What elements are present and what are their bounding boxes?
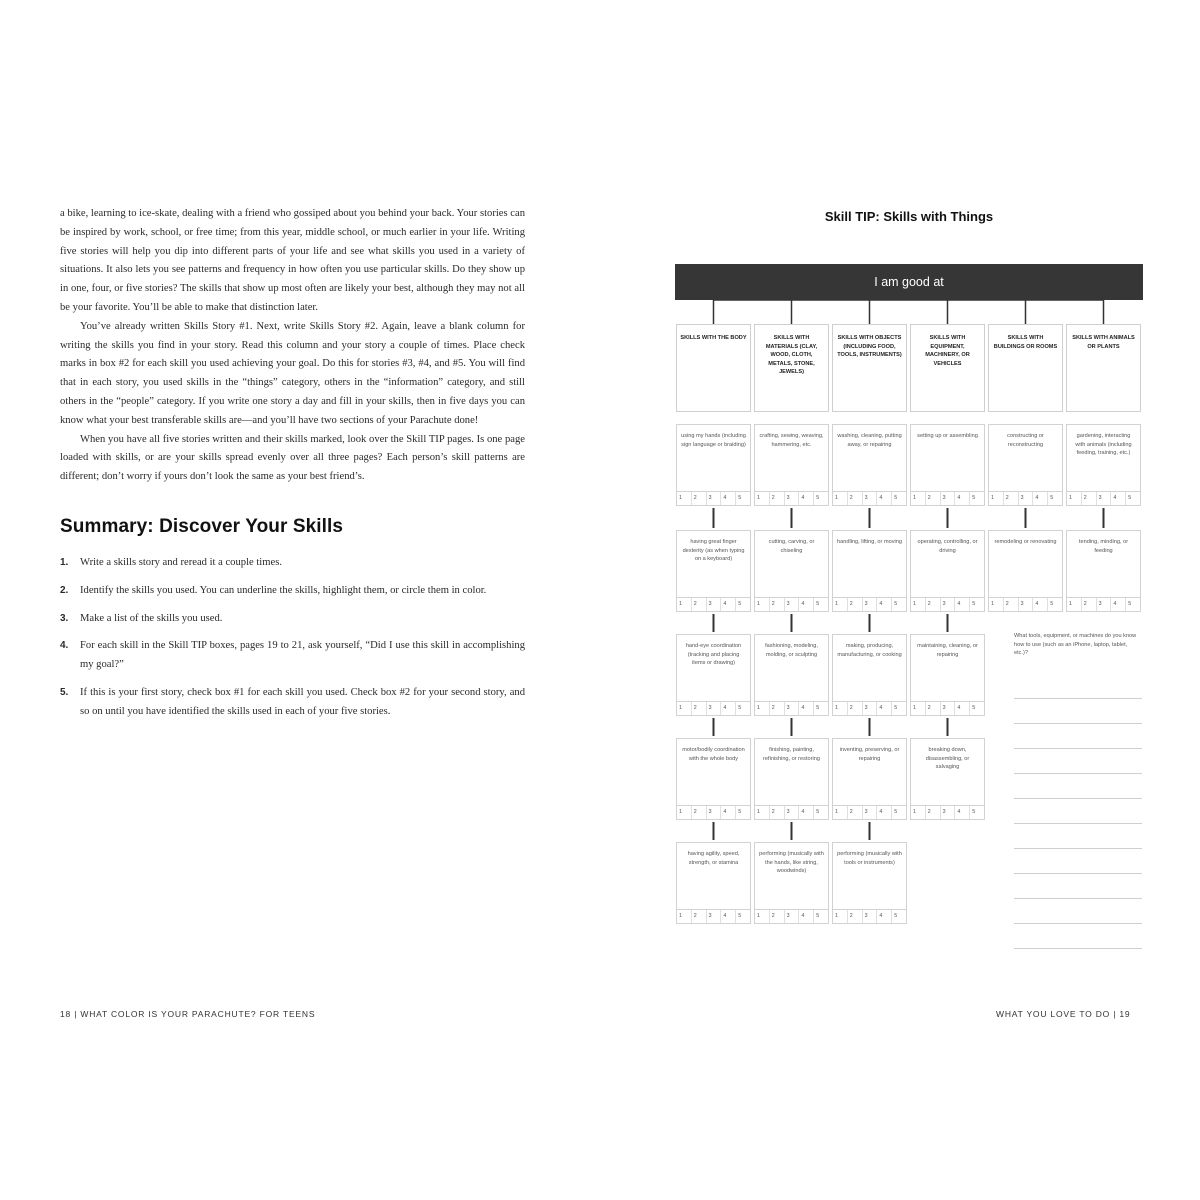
story-checkbox[interactable]: 5: [816, 495, 820, 501]
story-checkbox[interactable]: 3: [863, 910, 878, 923]
story-checkbox[interactable]: 3: [1097, 492, 1112, 505]
story-checkbox[interactable]: 4: [877, 598, 892, 611]
story-checkbox[interactable]: 4: [877, 910, 892, 923]
answer-line[interactable]: [1014, 848, 1142, 849]
story-checkbox[interactable]: 5: [894, 913, 898, 919]
story-checkbox[interactable]: 4: [799, 492, 814, 505]
story-checkbox[interactable]: 5: [972, 601, 976, 607]
story-checkbox[interactable]: 3: [1097, 598, 1112, 611]
checkbox-row: [911, 805, 984, 819]
left-folio: 18 | WHAT COLOR IS YOUR PARACHUTE? FOR TEENS: [60, 1009, 316, 1019]
story-checkbox[interactable]: 2: [770, 702, 785, 715]
story-checkbox[interactable]: 4: [955, 598, 970, 611]
story-checkbox[interactable]: 2: [848, 598, 863, 611]
skill-text: fashioning, modeling, molding, or sculpting: [765, 643, 818, 658]
story-checkbox[interactable]: 3: [1019, 492, 1034, 505]
story-checkbox[interactable]: 4: [721, 598, 736, 611]
skill-text: inventing, preserving, or repairing: [839, 747, 900, 762]
story-checkbox[interactable]: 2: [770, 806, 785, 819]
story-checkbox[interactable]: 3: [863, 598, 878, 611]
story-checkbox[interactable]: 1: [677, 492, 692, 505]
skill-box: [676, 842, 751, 924]
answer-line[interactable]: [1014, 698, 1142, 699]
story-checkbox[interactable]: 3: [785, 806, 800, 819]
story-checkbox[interactable]: 2: [692, 806, 707, 819]
story-checkbox[interactable]: 2: [692, 598, 707, 611]
answer-line[interactable]: [1014, 898, 1142, 899]
checkbox-row: [989, 491, 1062, 505]
story-checkbox[interactable]: 5: [738, 601, 742, 607]
story-checkbox[interactable]: 4: [799, 806, 814, 819]
story-checkbox[interactable]: 3: [1019, 598, 1034, 611]
header-bar: I am good at: [675, 264, 1143, 300]
checkbox-row: [677, 701, 750, 715]
skill-text: hand-eye coordination (tracking and placing items or drawing): [685, 643, 742, 667]
story-checkbox[interactable]: 2: [926, 806, 941, 819]
checkbox-row: [677, 805, 750, 819]
story-checkbox[interactable]: 4: [955, 492, 970, 505]
skill-box: [676, 738, 751, 820]
checkbox-row: [911, 597, 984, 611]
story-checkbox[interactable]: 5: [738, 809, 742, 815]
skill-text: handling, lifting, or moving: [837, 539, 902, 545]
story-checkbox[interactable]: 5: [894, 705, 898, 711]
story-checkbox[interactable]: 2: [770, 598, 785, 611]
story-checkbox[interactable]: 4: [1111, 598, 1126, 611]
skill-box: [754, 634, 829, 716]
checkbox-row: [833, 597, 906, 611]
body-paragraph-1: a bike, learning to ice-skate, dealing with a friend who gossiped about you behind your back. Your stories can be inspired by work, school, or free time; from this year, middle school, or much earlier in your life. Writing five stories will help you dip into different parts of your life and see what skills you used in a variety of situations. It also lets you see patterns and frequency in how often you use particular skills. Do they show up in one, four, or five stories? The skills that show up most often are likely your best, although they may not all be your favorite. You’ll be able to make that distinction later.: [60, 208, 525, 313]
skill-text: cutting, carving, or chiseling: [768, 539, 815, 554]
tools-question: What tools, equipment, or machines do you know how to use (such as an iPhone, laptop, tablet, etc.)?: [1014, 633, 1137, 657]
story-checkbox[interactable]: 5: [1128, 495, 1132, 501]
story-checkbox[interactable]: 2: [926, 598, 941, 611]
story-checkbox[interactable]: 1: [833, 702, 848, 715]
story-checkbox[interactable]: 4: [955, 702, 970, 715]
skill-box: [910, 738, 985, 820]
answer-line[interactable]: [1014, 948, 1142, 949]
right-folio: WHAT YOU LOVE TO DO | 19: [996, 1009, 1131, 1019]
story-checkbox[interactable]: 5: [1128, 601, 1132, 607]
story-checkbox[interactable]: 1: [911, 492, 926, 505]
skill-box: [832, 530, 907, 612]
answer-line[interactable]: [1014, 923, 1142, 924]
story-checkbox[interactable]: 3: [785, 492, 800, 505]
story-checkbox[interactable]: 5: [738, 705, 742, 711]
story-checkbox[interactable]: 2: [692, 492, 707, 505]
story-checkbox[interactable]: 3: [707, 910, 722, 923]
skill-box: [910, 530, 985, 612]
story-checkbox[interactable]: 2: [1004, 598, 1019, 611]
checkbox-row: [833, 701, 906, 715]
skill-box: [832, 738, 907, 820]
story-checkbox[interactable]: 5: [816, 809, 820, 815]
checkbox-row: [1067, 491, 1140, 505]
checkbox-row: [755, 491, 828, 505]
story-checkbox[interactable]: 1: [755, 806, 770, 819]
answer-line[interactable]: [1014, 873, 1142, 874]
story-checkbox[interactable]: 3: [785, 702, 800, 715]
skill-text: making, producing, manufacturing, or cooking: [837, 643, 902, 658]
story-checkbox[interactable]: 5: [1050, 495, 1054, 501]
answer-line[interactable]: [1014, 748, 1142, 749]
skill-box: [1066, 424, 1141, 506]
story-checkbox[interactable]: 3: [941, 702, 956, 715]
story-checkbox[interactable]: 1: [911, 598, 926, 611]
story-checkbox[interactable]: 1: [677, 910, 692, 923]
story-checkbox[interactable]: 5: [816, 705, 820, 711]
story-checkbox[interactable]: 3: [941, 492, 956, 505]
story-checkbox[interactable]: 4: [877, 806, 892, 819]
summary-item: 5. If this is your first story, check box #1 for each skill you used. Check box #2 for your second story, and so on until you have identified the skills used in each of your five stories.: [60, 686, 525, 717]
story-checkbox[interactable]: 3: [707, 702, 722, 715]
skill-text: performing (musically with tools or instruments): [837, 851, 902, 866]
story-checkbox[interactable]: 3: [785, 598, 800, 611]
story-checkbox[interactable]: 3: [863, 492, 878, 505]
checkbox-row: [755, 701, 828, 715]
checkbox-row: [677, 909, 750, 923]
story-checkbox[interactable]: 3: [941, 806, 956, 819]
summary-item: 1. Write a skills story and reread it a couple times.: [60, 556, 282, 568]
answer-line[interactable]: [1014, 723, 1142, 724]
story-checkbox[interactable]: 5: [972, 809, 976, 815]
story-checkbox[interactable]: 1: [1067, 598, 1082, 611]
answer-line[interactable]: [1014, 798, 1142, 799]
story-checkbox[interactable]: 5: [816, 601, 820, 607]
story-checkbox[interactable]: 4: [721, 910, 736, 923]
story-checkbox[interactable]: 1: [677, 598, 692, 611]
skill-box: [910, 424, 985, 506]
story-checkbox[interactable]: 3: [707, 806, 722, 819]
story-checkbox[interactable]: 1: [755, 910, 770, 923]
story-checkbox[interactable]: 1: [677, 702, 692, 715]
story-checkbox[interactable]: 2: [692, 702, 707, 715]
checkbox-row: [833, 491, 906, 505]
story-checkbox[interactable]: 5: [894, 809, 898, 815]
summary-item: 2. Identify the skills you used. You can underline the skills, highlight them, or circle them in color.: [60, 584, 487, 596]
skill-text: maintaining, cleaning, or repairing: [917, 643, 978, 658]
skill-text: performing (musically with the hands, like string, woodwinds): [759, 851, 824, 875]
story-checkbox[interactable]: 4: [1111, 492, 1126, 505]
skill-text: having great finger dexterity (as when typing on a keyboard): [682, 539, 745, 563]
story-checkbox[interactable]: 1: [1067, 492, 1082, 505]
skill-text: washing, cleaning, putting away, or repairing: [837, 433, 902, 448]
skill-text: having agility, speed, strength, or stamina: [687, 851, 740, 866]
story-checkbox[interactable]: 3: [863, 806, 878, 819]
story-checkbox[interactable]: 1: [833, 910, 848, 923]
story-checkbox[interactable]: 1: [755, 598, 770, 611]
story-checkbox[interactable]: 3: [785, 910, 800, 923]
skill-box: [754, 738, 829, 820]
story-checkbox[interactable]: 2: [1004, 492, 1019, 505]
checkbox-row: [989, 597, 1062, 611]
story-checkbox[interactable]: 2: [1082, 598, 1097, 611]
story-checkbox[interactable]: 2: [692, 910, 707, 923]
story-checkbox[interactable]: 2: [1082, 492, 1097, 505]
category-box: SKILLS WITH OBJECTS (INCLUDING FOOD, TOOLS, INSTRUMENTS): [832, 324, 907, 412]
story-checkbox[interactable]: 4: [721, 806, 736, 819]
skill-box: [988, 424, 1063, 506]
skill-text: tending, minding, or feeding: [1078, 539, 1129, 554]
story-checkbox[interactable]: 1: [833, 806, 848, 819]
summary-heading: Summary: Discover Your Skills: [60, 515, 344, 537]
skill-text: using my hands (including sign language or braiding): [681, 433, 746, 448]
story-checkbox[interactable]: 2: [848, 910, 863, 923]
skill-box: [754, 424, 829, 506]
skill-box: [1066, 530, 1141, 612]
checkbox-row: [677, 597, 750, 611]
checkbox-row: [911, 701, 984, 715]
skill-text: gardening, interacting with animals (including feeding, training, etc.): [1075, 433, 1132, 457]
story-checkbox[interactable]: 1: [989, 598, 1004, 611]
skill-box: [676, 530, 751, 612]
story-checkbox[interactable]: 2: [848, 702, 863, 715]
checkbox-row: [833, 909, 906, 923]
story-checkbox[interactable]: 4: [955, 806, 970, 819]
checkbox-row: [755, 909, 828, 923]
body-paragraph-3: When you have all five stories written and their skills marked, look over the Skill TIP pages. Is one page loaded with skills, or are your skills spread evenly over all three pages? Each person’s skill patterns are different; don’t worry if yours don’t look the same as your best friend’s.: [60, 433, 525, 483]
story-checkbox[interactable]: 4: [1033, 492, 1048, 505]
story-checkbox[interactable]: 5: [972, 705, 976, 711]
skill-box: [832, 424, 907, 506]
story-checkbox[interactable]: 4: [799, 598, 814, 611]
story-checkbox[interactable]: 4: [721, 702, 736, 715]
story-checkbox[interactable]: 3: [707, 598, 722, 611]
story-checkbox[interactable]: 1: [755, 492, 770, 505]
story-checkbox[interactable]: 5: [972, 495, 976, 501]
checkbox-row: [911, 491, 984, 505]
story-checkbox[interactable]: 4: [1033, 598, 1048, 611]
skill-box: [832, 634, 907, 716]
category-box: SKILLS WITH ANIMALS OR PLANTS: [1066, 324, 1141, 412]
story-checkbox[interactable]: 1: [677, 806, 692, 819]
story-checkbox[interactable]: 2: [770, 492, 785, 505]
story-checkbox[interactable]: 3: [863, 702, 878, 715]
story-checkbox[interactable]: 3: [941, 598, 956, 611]
story-checkbox[interactable]: 1: [755, 702, 770, 715]
category-box: SKILLS WITH MATERIALS (CLAY, WOOD, CLOTH, METALS, STONE, JEWELS): [754, 324, 829, 412]
story-checkbox[interactable]: 1: [911, 702, 926, 715]
category-box: SKILLS WITH THE BODY: [676, 324, 751, 412]
story-checkbox[interactable]: 4: [721, 492, 736, 505]
story-checkbox[interactable]: 5: [894, 495, 898, 501]
checkbox-row: [677, 491, 750, 505]
summary-item: 3. Make a list of the skills you used.: [60, 612, 223, 624]
skill-text: setting up or assembling: [917, 433, 978, 439]
checkbox-row: [833, 805, 906, 819]
skill-text: breaking down, disassembling, or salvaging: [925, 747, 970, 771]
skill-text: finishing, painting, refinishing, or restoring: [763, 747, 820, 762]
checkbox-row: [1067, 597, 1140, 611]
skill-text: operating, controlling, or driving: [917, 539, 978, 554]
story-checkbox[interactable]: 2: [926, 492, 941, 505]
skill-text: crafting, sewing, weaving, hammering, etc.: [759, 433, 824, 448]
story-checkbox[interactable]: 5: [738, 913, 742, 919]
category-box: SKILLS WITH EQUIPMENT, MACHINERY, OR VEHICLES: [910, 324, 985, 412]
story-checkbox[interactable]: 2: [848, 806, 863, 819]
skill-box: [988, 530, 1063, 612]
body-paragraph-2: You’ve already written Skills Story #1. Next, write Skills Story #2. Again, leave a blank column for writing the skills you find in your story. Read this column and your story a couple of times. Place check marks in box #2 for each skill you used achieving your goal. Do this for stories #3, #4, and #5. You will find that in each story, you used skills in the “things” category, others in the “information” category, and still others in the “people” category. If you write one story a day and fill in your skills, then in five days you can know what your best transferable skills are—and you’ll have two sections of your Parachute done!: [60, 320, 525, 426]
story-checkbox[interactable]: 1: [833, 492, 848, 505]
story-checkbox[interactable]: 1: [989, 492, 1004, 505]
story-checkbox[interactable]: 5: [894, 601, 898, 607]
skill-box: [676, 424, 751, 506]
story-checkbox[interactable]: 4: [877, 492, 892, 505]
skill-text: motor/bodily coordination with the whole body: [682, 747, 745, 762]
skill-box: [754, 530, 829, 612]
story-checkbox[interactable]: 5: [738, 495, 742, 501]
story-checkbox[interactable]: 2: [770, 910, 785, 923]
story-checkbox[interactable]: 1: [911, 806, 926, 819]
story-checkbox[interactable]: 2: [926, 702, 941, 715]
story-checkbox[interactable]: 4: [799, 910, 814, 923]
story-checkbox[interactable]: 2: [848, 492, 863, 505]
checkbox-row: [755, 597, 828, 611]
summary-item: 4. For each skill in the Skill TIP boxes, pages 19 to 21, ask yourself, “Did I use this skill in accomplishing my goal?”: [60, 640, 525, 671]
checkbox-row: [755, 805, 828, 819]
skill-box: [832, 842, 907, 924]
skill-tip-title: Skill TIP: Skills with Things: [824, 209, 994, 224]
story-checkbox[interactable]: 4: [877, 702, 892, 715]
skill-box: [910, 634, 985, 716]
story-checkbox[interactable]: 3: [707, 492, 722, 505]
answer-line[interactable]: [1014, 773, 1142, 774]
skill-box: [676, 634, 751, 716]
answer-line[interactable]: [1014, 823, 1142, 824]
story-checkbox[interactable]: 5: [816, 913, 820, 919]
story-checkbox[interactable]: 5: [1050, 601, 1054, 607]
skill-text: constructing or reconstructing: [1007, 433, 1044, 448]
story-checkbox[interactable]: 4: [799, 702, 814, 715]
skill-box: [754, 842, 829, 924]
story-checkbox[interactable]: 1: [833, 598, 848, 611]
category-box: SKILLS WITH BUILDINGS OR ROOMS: [988, 324, 1063, 412]
skill-text: remodeling or renovating: [994, 539, 1057, 545]
